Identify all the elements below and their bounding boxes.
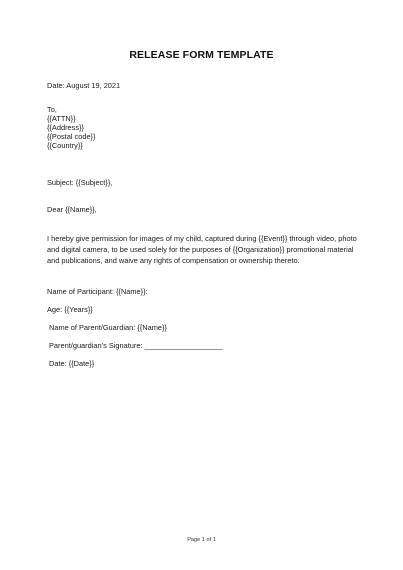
age-field: Age: {{Years}} bbox=[47, 305, 93, 314]
parent-name-field: Name of Parent/Guardian: {{Name}} bbox=[49, 323, 167, 332]
address-street: {{Address}} bbox=[47, 123, 84, 132]
salutation: Dear {{Name}}, bbox=[47, 205, 97, 214]
signature-field: Parent/guardian’s Signature: ___________________ bbox=[49, 341, 223, 350]
subject-line: Subject: {{Subject}}, bbox=[47, 178, 113, 187]
participant-name-field: Name of Participant: {{Name}}: bbox=[47, 287, 148, 296]
address-postal-code: {{Postal code}} bbox=[47, 132, 96, 141]
address-to: To, bbox=[47, 105, 57, 114]
document-title: RELEASE FORM TEMPLATE bbox=[129, 49, 274, 61]
date-line: Date: August 19, 2021 bbox=[47, 81, 121, 90]
page-number-footer: Page 1 of 1 bbox=[187, 537, 216, 543]
address-attn: {{ATTN}} bbox=[47, 114, 76, 123]
address-country: {{Country}} bbox=[47, 141, 83, 150]
date-field: Date: {{Date}} bbox=[49, 359, 95, 368]
body-paragraph: I hereby give permission for images of my child, captured during {{Event}} through video, photo and digital camera, to be used solely for the purposes of {{Organization}} promotional material and publications, and waive any rights of compensation or ownership thereto. bbox=[47, 234, 357, 265]
